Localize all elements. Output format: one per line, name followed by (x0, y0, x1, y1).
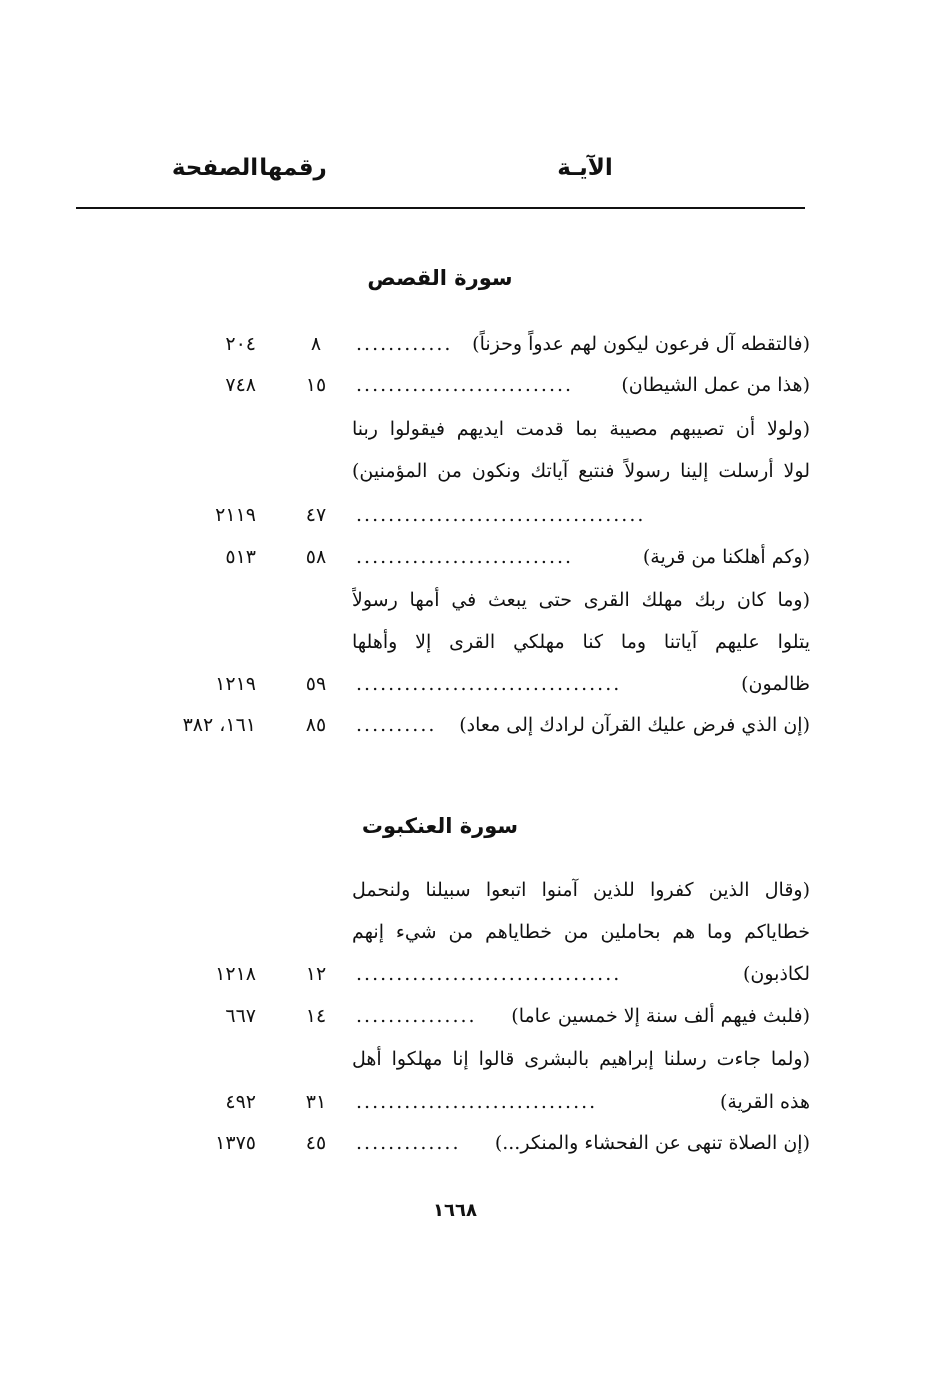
header-rule (76, 207, 805, 209)
verse-number: ٨٥ (305, 714, 327, 736)
verse-number: ١٢ (305, 963, 327, 985)
verse-text: يتلوا عليهم آياتنا وما كنا مهلكي القرى إلا وأهلها (352, 631, 810, 653)
verse-text: (إن الصلاة تنهى عن الفحشاء والمنكر...) (494, 1132, 810, 1154)
page-ref: ١٣٧٥ (215, 1132, 256, 1154)
page-ref: ١٢١٩ (215, 673, 256, 695)
verse-number: ١٥ (305, 374, 327, 396)
page-ref: ٢١١٩ (215, 504, 256, 526)
verse-number: ٥٩ (305, 673, 327, 695)
verse-text: ظالمون) (741, 673, 810, 695)
verse-text: (إن الذي فرض عليك القرآن لرادك إلى معاد) (459, 714, 810, 736)
column-header-page: الصفحة (171, 155, 259, 181)
verse-text: (ولما جاءت رسلنا إبراهيم بالبشرى قالوا إنا مهلكوا أهل (352, 1048, 810, 1070)
page-ref: ٦٦٧ (225, 1005, 256, 1027)
verse-text: (وقال الذين كفروا للذين آمنوا اتبعوا سبيلنا ولنحمل (352, 879, 810, 901)
column-header-number: رقمها (259, 155, 327, 181)
verse-text: (وكم أهلكنا من قرية) (642, 546, 810, 568)
leader-dots: .................................... (356, 504, 646, 526)
leader-dots: ............... (356, 1005, 477, 1027)
leader-dots: ............ (356, 333, 453, 355)
footer-page-number: ١٦٦٨ (433, 1200, 477, 1221)
verse-text: لكاذبون) (742, 963, 810, 985)
verse-number: ١٤ (305, 1005, 327, 1027)
verse-text: (ولولا أن تصيبهم مصيبة بما قدمت ايديهم فيقولوا ربنا (352, 418, 810, 440)
verse-text: هذه القرية) (719, 1091, 810, 1113)
verse-number: ٣١ (305, 1091, 327, 1113)
leader-dots: ........................... (356, 546, 574, 568)
leader-dots: ........................... (356, 374, 574, 396)
verse-text: (فالتقطه آل فرعون ليكون لهم عدواً وحزناً) (472, 333, 810, 355)
page-ref: ١٦١، ٣٨٢ (182, 714, 256, 736)
verse-text: (فلبث فيهم ألف سنة إلا خمسين عاما) (511, 1005, 810, 1027)
page-ref: ٥١٣ (225, 546, 256, 568)
page-ref: ٤٩٢ (225, 1091, 256, 1113)
page-ref: ١٢١٨ (215, 963, 256, 985)
leader-dots: .............................. (356, 1091, 598, 1113)
verse-number: ٤٥ (305, 1132, 327, 1154)
leader-dots: ................................. (356, 673, 622, 695)
leader-dots: ................................. (356, 963, 622, 985)
surah-title-qasas: سورة القصص (367, 266, 513, 290)
verse-number: ٤٧ (305, 504, 327, 526)
verse-number: ٥٨ (305, 546, 327, 568)
column-header-verse: الآيـة (557, 155, 613, 181)
leader-dots: .......... (356, 714, 437, 736)
verse-text: (هذا من عمل الشيطان) (621, 374, 810, 396)
verse-number: ٨ (310, 333, 322, 355)
leader-dots: ............. (356, 1132, 461, 1154)
page-ref: ٧٤٨ (225, 374, 256, 396)
verse-text: خطاياكم وما هم بحاملين من خطاياهم من شيء إنهم (352, 921, 810, 943)
surah-title-ankabut: سورة العنكبوت (361, 814, 519, 838)
page-ref: ٢٠٤ (225, 333, 256, 355)
verse-text: لولا أرسلت إلينا رسولاً فنتبع آياتك ونكون من المؤمنين) (352, 460, 810, 482)
verse-text: (وما كان ربك مهلك القرى حتى يبعث في أمها رسولاً (352, 589, 810, 611)
